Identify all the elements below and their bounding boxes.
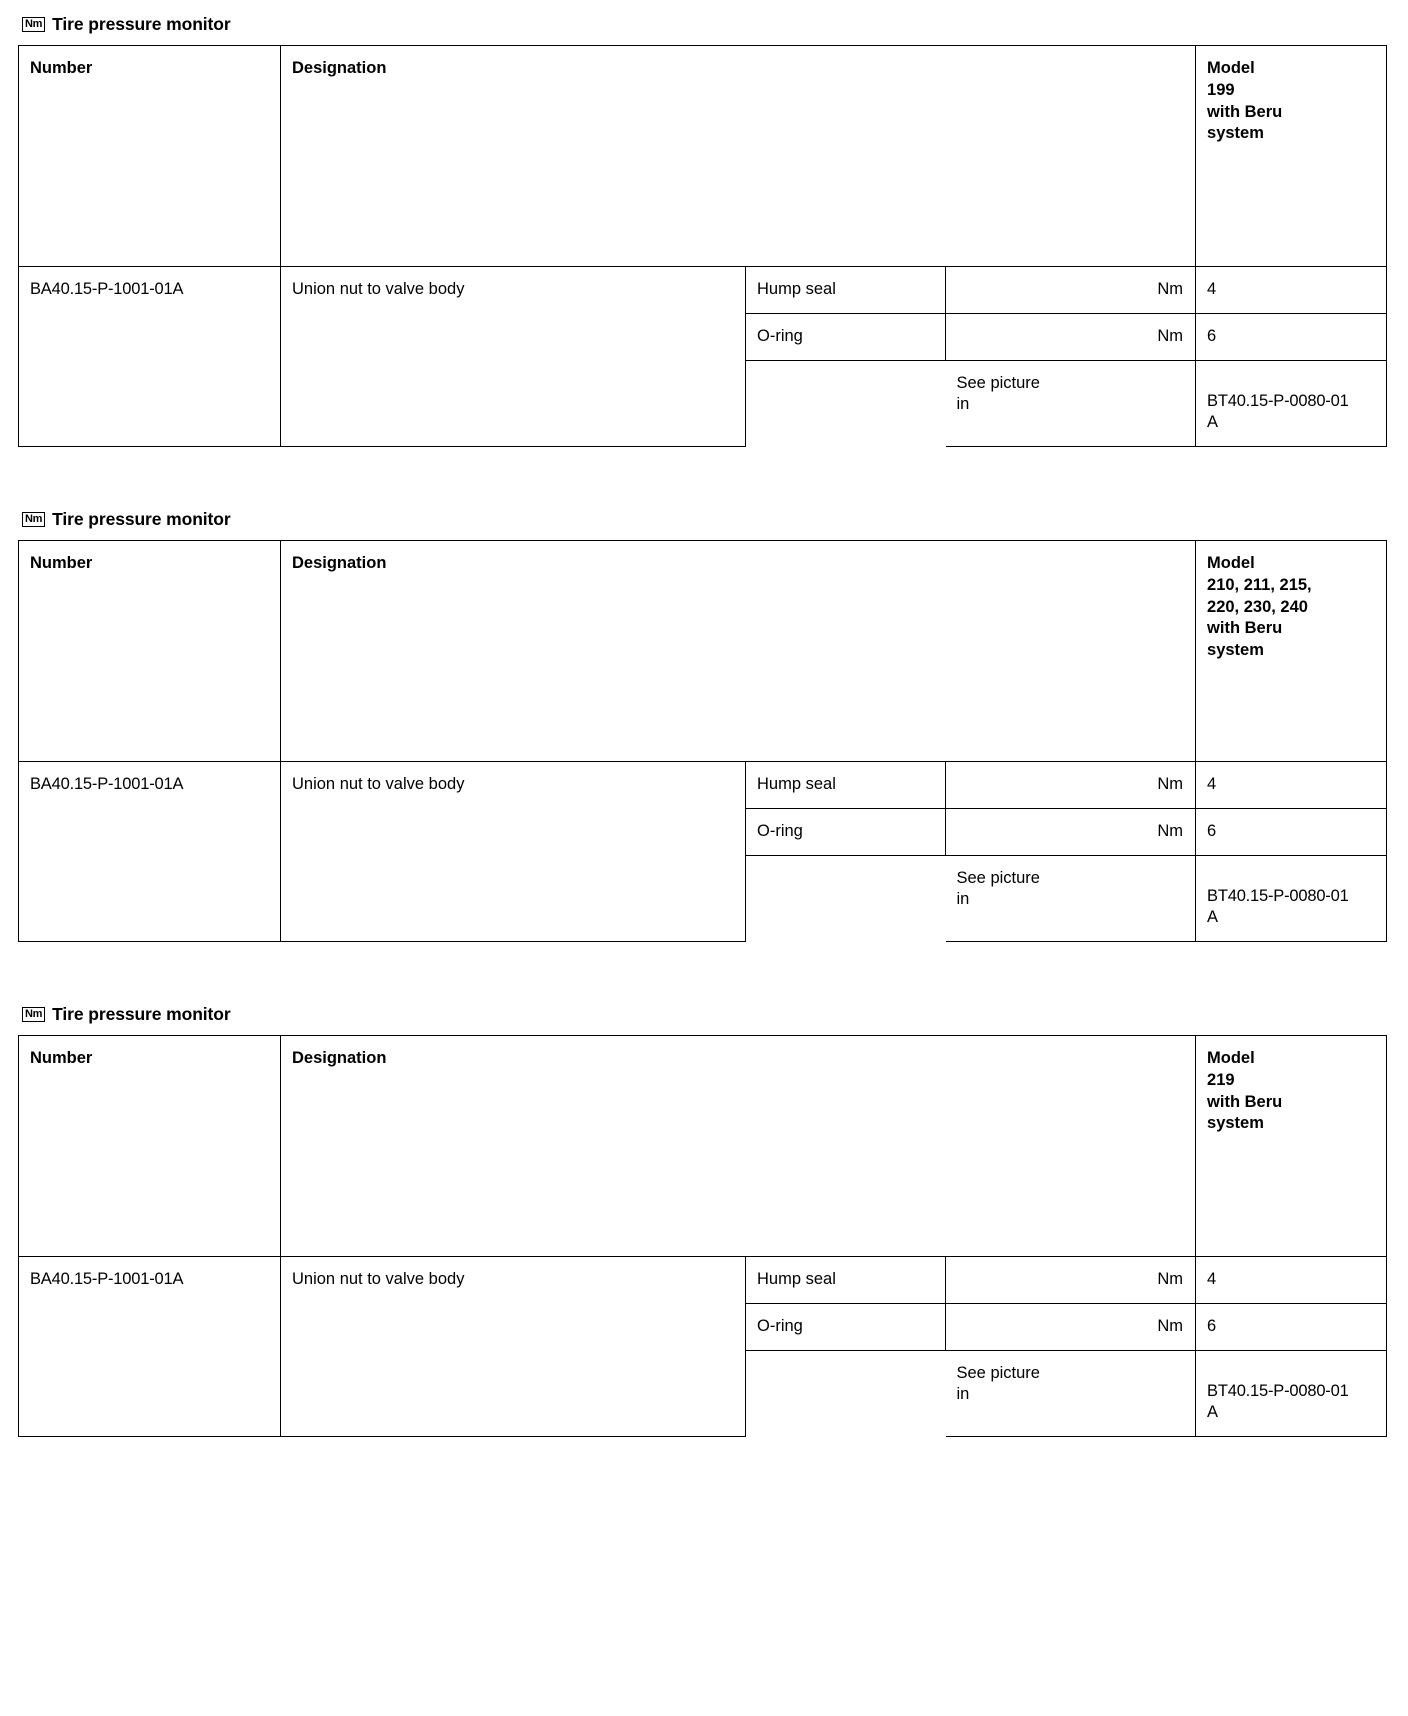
row-designation: Union nut to valve body [281,762,746,942]
header-model-system-line1: with Beru [1207,102,1283,121]
subrow-unit: Nm [946,313,1196,360]
subrow-value: 4 [1196,1257,1387,1304]
header-designation: Designation [281,46,1196,267]
reference-label [946,360,1196,447]
header-model-system-line2: system [1207,1114,1264,1133]
torque-section-3 [18,1004,1390,1437]
reference-label [946,855,1196,942]
subrow-unit: Nm [946,1303,1196,1350]
reference-label-line2: in [956,890,970,909]
header-model-label: Model [1207,554,1255,573]
reference-label-line1: See picture [956,868,1040,887]
torque-table [18,45,1387,447]
subrow-label: Hump seal [746,762,946,809]
header-model [1196,46,1387,267]
header-model-system-line1: with Beru [1207,619,1283,638]
row-number: BA40.15-P-1001-01A [19,762,281,942]
subrow-unit: Nm [946,267,1196,314]
reference-label-line1: See picture [956,373,1040,392]
reference-value-line2: A [1207,1403,1218,1422]
section-title [22,1004,1390,1025]
table-row [19,1257,1387,1304]
torque-section-2 [18,509,1390,942]
reference-label-line1: See picture [956,1363,1040,1382]
subrow-value: 4 [1196,762,1387,809]
subrow-unit: Nm [946,808,1196,855]
torque-section-1 [18,14,1390,447]
nm-unit-icon: Nm [22,1007,45,1022]
header-model-numbers-line2: 220, 230, 240 [1207,597,1308,616]
subrow-label: O-ring [746,808,946,855]
subrow-unit: Nm [946,1257,1196,1304]
subrow-label: Hump seal [746,267,946,314]
subrow-value: 6 [1196,313,1387,360]
reference-value [1196,855,1387,942]
reference-value-line1: BT40.15-P-0080-01 [1207,886,1349,905]
reference-spacer [746,855,946,942]
reference-value-line1: BT40.15-P-0080-01 [1207,1381,1349,1400]
header-model [1196,1036,1387,1257]
subrow-value: 6 [1196,808,1387,855]
header-designation: Designation [281,541,1196,762]
reference-spacer [746,1350,946,1437]
header-number: Number [19,1036,281,1257]
nm-unit-icon: Nm [22,17,45,32]
subrow-label: O-ring [746,1303,946,1350]
table-row [19,267,1387,314]
subrow-unit: Nm [946,762,1196,809]
reference-value-line2: A [1207,908,1218,927]
subrow-value: 4 [1196,267,1387,314]
row-designation: Union nut to valve body [281,1257,746,1437]
row-number: BA40.15-P-1001-01A [19,267,281,447]
header-model-numbers: 199 [1207,80,1235,99]
header-number: Number [19,46,281,267]
nm-unit-icon: Nm [22,512,45,527]
subrow-value: 6 [1196,1303,1387,1350]
table-row [19,762,1387,809]
subrow-label: O-ring [746,313,946,360]
header-number: Number [19,541,281,762]
row-designation: Union nut to valve body [281,267,746,447]
section-title-text: Tire pressure monitor [52,1004,231,1025]
section-title [22,14,1390,35]
section-title [22,509,1390,530]
reference-value-line1: BT40.15-P-0080-01 [1207,391,1349,410]
header-model-label: Model [1207,1049,1255,1068]
section-title-text: Tire pressure monitor [52,509,231,530]
header-model-system-line1: with Beru [1207,1092,1283,1111]
table-header-row [19,1036,1387,1257]
table-header-row [19,541,1387,762]
header-model-label: Model [1207,59,1255,77]
header-model [1196,541,1387,762]
header-model-system-line2: system [1207,641,1264,660]
torque-table [18,540,1387,942]
torque-table [18,1035,1387,1437]
header-model-system-line2: system [1207,124,1264,143]
reference-value [1196,1350,1387,1437]
reference-label-line2: in [956,395,970,414]
reference-value-line2: A [1207,413,1218,432]
reference-label-line2: in [956,1385,970,1404]
header-designation: Designation [281,1036,1196,1257]
reference-spacer [746,360,946,447]
row-number: BA40.15-P-1001-01A [19,1257,281,1437]
reference-value [1196,360,1387,447]
header-model-numbers: 219 [1207,1070,1235,1089]
section-title-text: Tire pressure monitor [52,14,231,34]
header-model-numbers-line1: 210, 211, 215, [1207,575,1312,594]
subrow-label: Hump seal [746,1257,946,1304]
table-header-row [19,46,1387,267]
reference-label [946,1350,1196,1437]
